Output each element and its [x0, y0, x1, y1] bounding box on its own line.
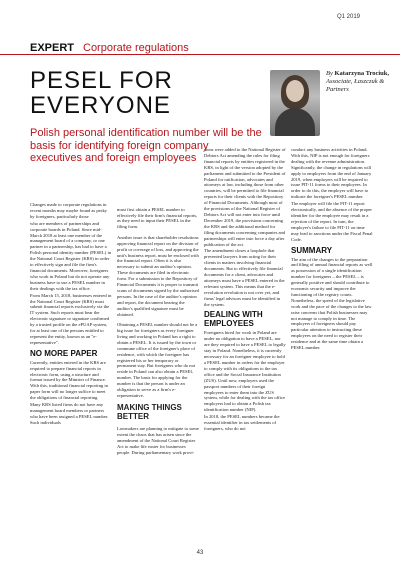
- paragraph: Many KRS listed firms do not have any management board members or partners who have been assigned a PESEL number. Such individuals: [30, 402, 109, 425]
- paragraph: sions were added to the National Register of Debtors Act amending the rules for filing financial reports by entities registered in the KRS, in light of the version adopted by the parliament and submitted to the President of Poland for ratification, advocates and attorneys at law, including those from other countries, will be permitted to file financial reports for their clients with the Repository of Financial Documents. Although most of the provisions of the National Register of Debtors Act will not enter into force until December 2019, the provisions concerning the KRS and the additional method for filing documents concerning companies and partnerships will enter into force a day after publication of the act.: [204, 147, 286, 247]
- byline-author: Katarzyna Trociuk,: [334, 70, 390, 77]
- byline: [326, 70, 396, 94]
- article-headline: [30, 68, 260, 118]
- column-2: [117, 202, 199, 460]
- paragraph: The amendment closes a loophole that prevented lawyers from acting for their clients in matters involving financial documents. But to effectively file financial documents for a client, advocates and attorneys must have a PESEL entered in the relevant system. This means that the e-revolution revolution is not over yet, and firms' legal advisors must be identified in the system.: [204, 248, 285, 307]
- page-number: 43: [196, 550, 204, 556]
- column-1: [30, 202, 112, 427]
- paragraph: The aim of the changes to the preparation and filing of annual financial reports as well as possession of a single identification number for foreigners – the PESEL – is generally positive and should contribute to economic security and improve the functioning of the registry courts. Nonetheless, the speed of the legislative work and the pace of the changes to the law raise concerns that Polish businesses may not manage to comply in time. The employers of foreigners should pay particular attention to instructing these employees on the need to register their residence and at the same time obtain a PESEL number.: [291, 256, 373, 351]
- paragraph: Lawmakers are planning to mitigate to some extent the chaos that has arisen since the amendment of the National Court Register Act to make life easier for businesses people. During parliamentary work provi-: [117, 426, 199, 455]
- subheading-summary: SUMMARY: [291, 245, 333, 255]
- headline-line-2: EVERYONE: [30, 92, 171, 119]
- paragraph: Changes made to corporate regulations in recent months may maybe found as pesky by foreigners, particularly those: [30, 202, 108, 219]
- paragraph: who are members of partnerships and corporate boards in Poland. Since mid-March 2018 at least one member of the management board of a company, or one partner in a partnership, has had to have a Polish personal identity number (PESEL) in the National Court Register (KRS) in order to effectively sign and file the firm's financial documents. Moreover, foreigners who work in Poland but do not operate any business have to use a PESEL number in their dealings with the tax office.: [30, 220, 112, 291]
- paragraph: Obtaining a PESEL number should not be a big issue for foreigners as every foreigner living and working in Poland has a right to obtain a PESEL. It is issued by the town or commune office of the foreigner's place of residence, with which the foreigner has registered his or her temporary or permanent stay. But foreigners who do not reside in Poland can also obtain a PESEL number. The basis for applying for the number is that the person is under an obligation to serve as a firm's e-representative.: [117, 322, 198, 398]
- author-photo: [270, 70, 320, 136]
- subheading-making-things-better: MAKING THINGS BETTER: [117, 403, 182, 422]
- paragraph: In 2018, the PESEL numbers became the essential identifier in tax settlements of foreigners, who do not: [204, 414, 280, 431]
- headline-line-1: PESEL FOR: [30, 67, 173, 94]
- column-4: [291, 147, 373, 352]
- section-bar: [0, 42, 400, 55]
- paragraph: must first obtain a PESEL number to effectively file their firm's financial reports, as they need to input their PESEL in the filing form.: [117, 206, 198, 230]
- paragraph: Foreigners hired for work in Poland are under no obligation to have a PESEL, nor are they required to have a PESEL to legally stay in Poland. Nonetheless, it is currently necessary for an foreigner employee to hold a PESEL number in orders for the employer to comply with its obligations to the tax office and the Social Insurance Institution (ZUS). Until now, employers used the passport numbers of their foreign employees to enter them into the ZUS system, while for dealing with the tax office employers had to obtain a Polish tax identification number (NIP).: [204, 330, 286, 413]
- subheading-no-more-paper: NO MORE PAPER: [30, 348, 98, 358]
- paragraph: conduct any business activities in Poland. With this, NIP is not enough for foreigners dealing with the revenue administration. Significantly, the change in regulations will apply to employers from the end of January 2019, when employers will be required to issue PIT-11 forms to their employees. In order to do this, the employer will have to indicate the foreigner's PESEL number.: [291, 147, 372, 200]
- author-photo-shoulders: [275, 108, 315, 136]
- paragraph: Another issue is that shareholder resolutions approving financial report on the division of profit or coverage of loss, and approving the unit's business report, must be enclosed with the financial report. Often it is also necessary to submit an auditor's opinion. These documents are filed in electronic form. For a submission to the Repository of Financial Documents it is proper to transmit scans of documents signed by the authorised persons. In the case of the auditor's opinion and report, the document bearing the auditor's qualified signature must be obtained.: [117, 234, 199, 317]
- section-title: Corporate regulations: [83, 42, 189, 54]
- paragraph: From March 15, 2018, businesses entered in the National Court Register (KRS) must submit financial reports exclusively via the IT system. Such reports must bear the electronic signature or signature confirmed by a trusted profile on the ePUAP system, for at least one of the persons entitled to represent the entity, known as an "e-representative".: [30, 292, 112, 345]
- issue-quarter: Q1 2019: [336, 14, 360, 20]
- column-3-text: [204, 147, 286, 433]
- subheading-dealing-with-employees: DEALING WITH EMPLOYEES: [204, 310, 263, 329]
- author-photo-face: [286, 80, 304, 102]
- paragraph: Currently, entities entered in the KRS are required to prepare financial reports in electronic form, using a structure and format issued by the Minister of Finance. With this, traditional financial reporting in paper form will no longer suffice to meet the obligations of financial reporting.: [30, 359, 108, 401]
- article-lead: Polish personal identification number will be the basis for identifying foreign company executives and foreign employees: [30, 127, 262, 164]
- paragraph: The employer will file the PIT-11 report electronically, and the absence of the proper identifier for the employee may result in a rejection of the report. In turn, the employer's failure to file PIT-11 on time may lead to sanctions under the Fiscal Penal Code.: [291, 201, 373, 242]
- byline-affiliation: Associate, Łaszczuk & Partners: [326, 78, 385, 93]
- section-label: EXPERT: [30, 42, 75, 54]
- byline-by: By: [326, 70, 333, 77]
